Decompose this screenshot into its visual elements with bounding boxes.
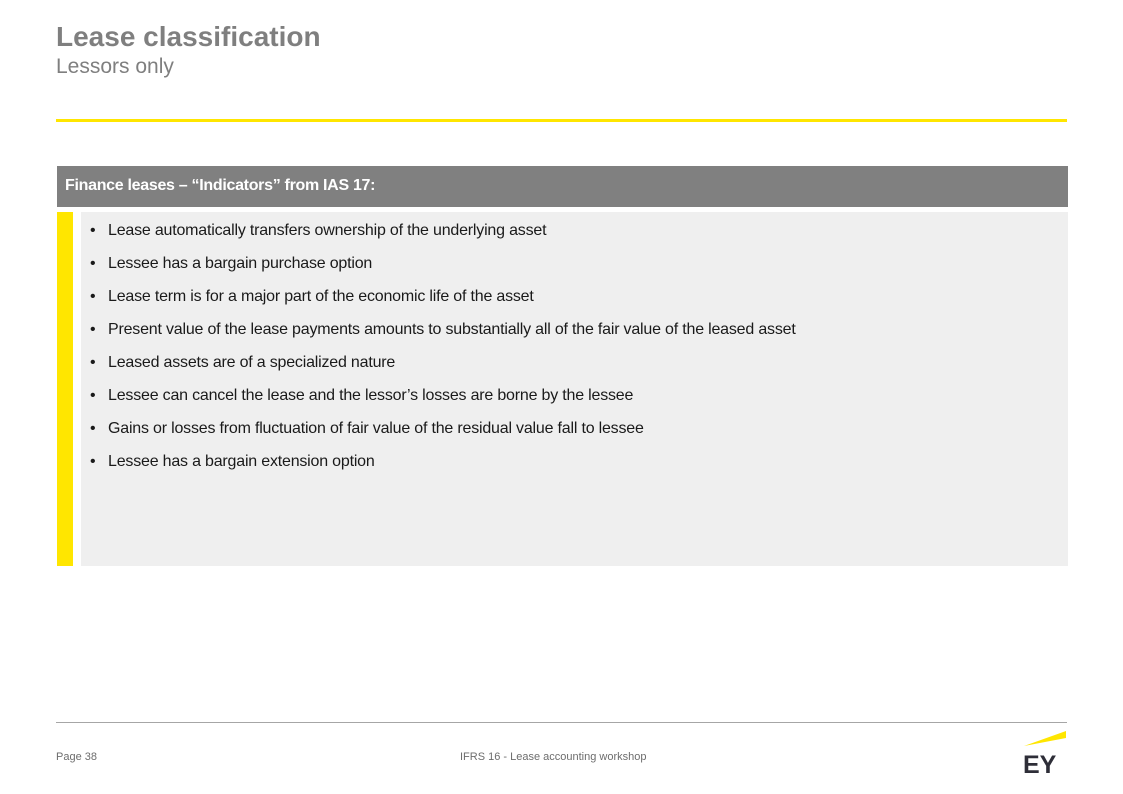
footer-divider <box>56 722 1067 723</box>
panel-header <box>57 166 1068 207</box>
list-item: • Leased assets are of a specialized nature <box>90 353 796 373</box>
logo-text: EY <box>1023 751 1057 776</box>
ey-logo <box>1022 730 1068 776</box>
indicator-list <box>90 221 796 485</box>
page-number: Page 38 <box>56 751 97 763</box>
list-item: • Lessee has a bargain extension option <box>90 452 796 472</box>
list-item: • Lessee has a bargain purchase option <box>90 254 796 274</box>
page-subtitle: Lessors only <box>56 55 174 78</box>
list-item: • Lessee can cancel the lease and the lessor’s losses are borne by the lessee <box>90 386 796 406</box>
list-item: • Lease automatically transfers ownership of the underlying asset <box>90 221 796 241</box>
list-item: • Gains or losses from fluctuation of fair value of the residual value fall to lessee <box>90 419 796 439</box>
panel-body <box>81 212 1068 566</box>
title-divider <box>56 119 1067 122</box>
panel-heading: Finance leases – “Indicators” from IAS 17: <box>65 177 376 194</box>
list-item: • Present value of the lease payments amounts to substantially all of the fair value of the leased asset <box>90 320 796 340</box>
accent-bar <box>57 212 73 566</box>
page-title: Lease classification <box>56 21 321 52</box>
list-item: • Lease term is for a major part of the economic life of the asset <box>90 287 796 307</box>
footer-title: IFRS 16 - Lease accounting workshop <box>460 751 647 763</box>
